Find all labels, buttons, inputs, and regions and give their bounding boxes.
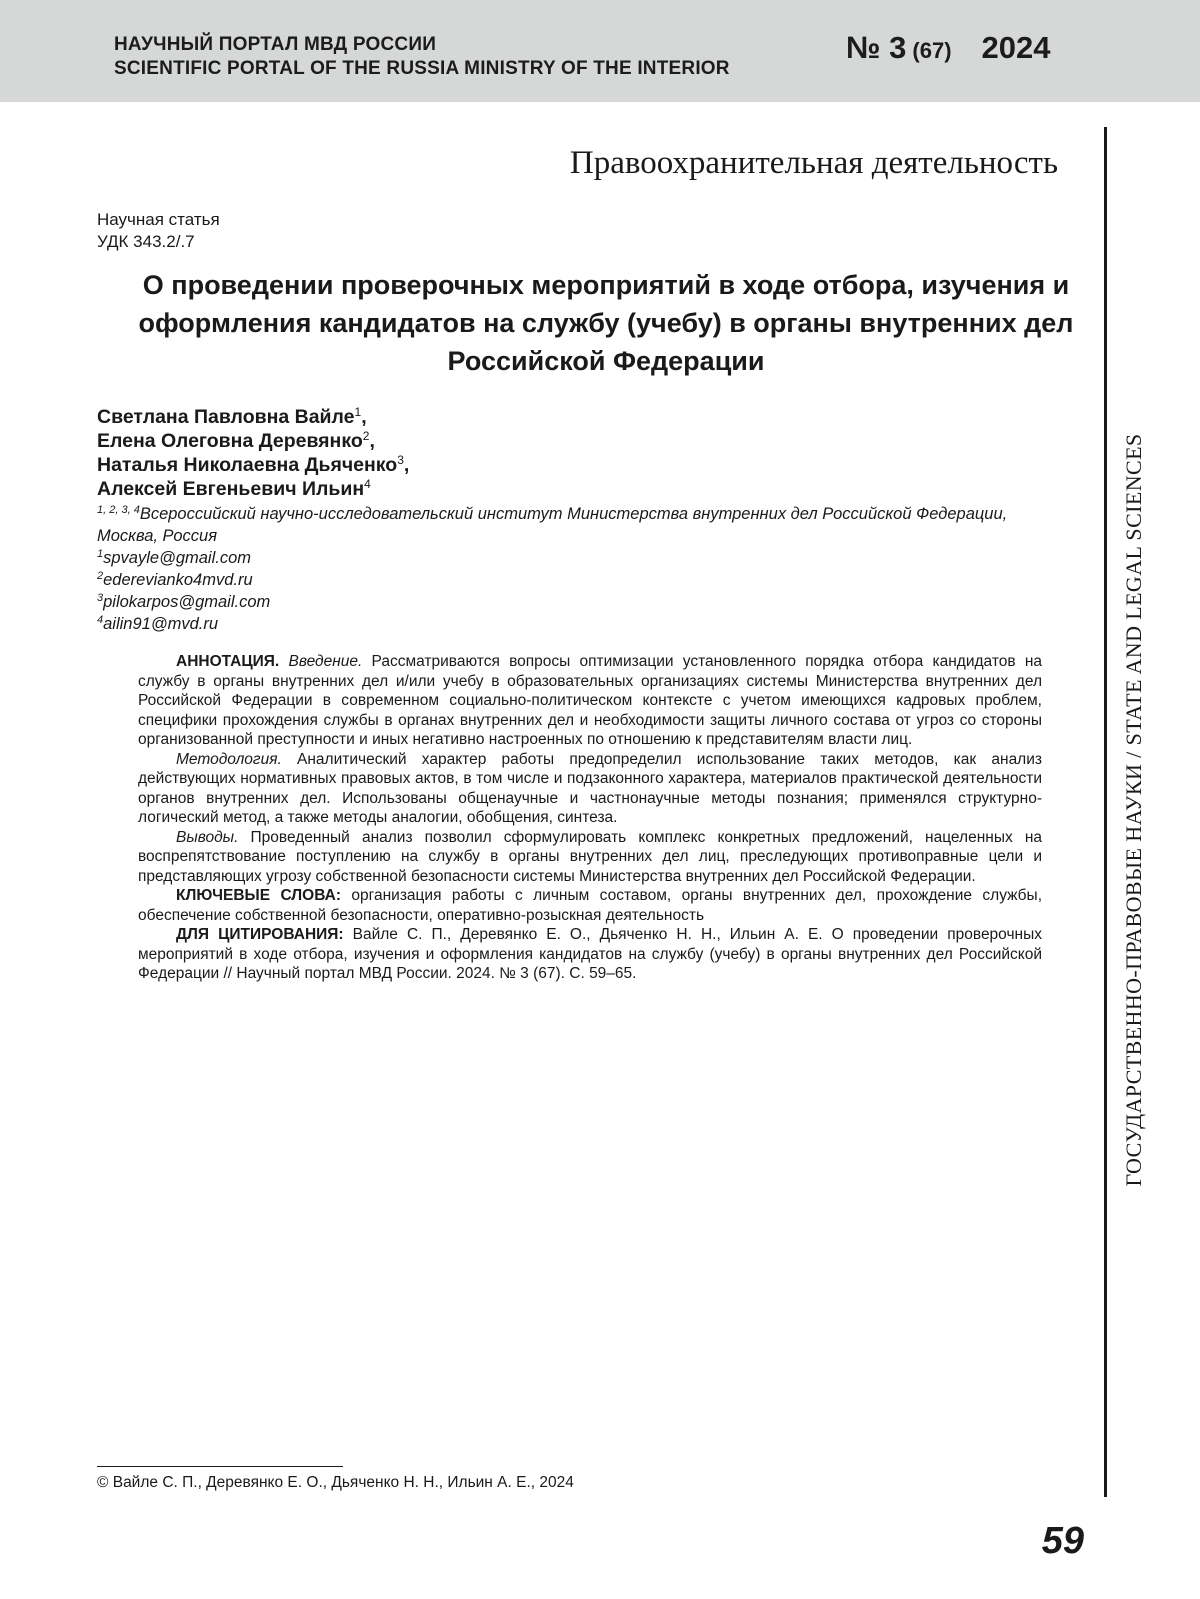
email[interactable]: [97, 547, 1057, 569]
keywords-label: КЛЮЧЕВЫЕ СЛОВА:: [176, 887, 341, 904]
vertical-divider: [1104, 127, 1107, 1497]
author-name: Елена Олеговна Деревянко: [97, 430, 363, 452]
abstract-methodology: [138, 750, 1042, 828]
author-ref: 4: [364, 477, 371, 491]
footnote-divider: [97, 1466, 343, 1467]
methodology-text: Аналитический характер работы предопределил использование таких методов, как анализ действующих нормативных правовых актов, в том числе и подзаконного характера, материалов практической деятельности органов внутренних дел. Использованы общенаучные и частнонаучные методы познания; применялся структурно-логический метод, а также методы аналогии, обобщения, синтеза.: [138, 750, 1042, 826]
author-separator: ,: [403, 454, 410, 476]
author-ref: 1: [354, 405, 362, 419]
keywords: [138, 886, 1042, 925]
email-ref: 2: [97, 570, 104, 582]
citation-label: ДЛЯ ЦИТИРОВАНИЯ:: [176, 926, 344, 943]
results-text: Проведенный анализ позволил сформулировать комплекс конкретных предложений, нацеленных на воспрепятствование поступлению на службу в органы внутренних дел лиц, преследующих противоправные цели и представляющих угрозу собственной безопасности системы Министерства внутренних дел Российской Федерации.: [138, 828, 1043, 885]
journal-name-en: SCIENTIFIC PORTAL OF THE RUSSIA MINISTRY OF THE INTERIOR: [114, 58, 730, 79]
email[interactable]: [97, 591, 1057, 613]
abstract-intro: [138, 652, 1042, 750]
author-separator: ,: [369, 430, 375, 452]
email-address[interactable]: pilokarpos@gmail.com: [103, 593, 271, 611]
udc-code: УДК 343.2/.7: [97, 232, 195, 251]
email-ref: 1: [97, 548, 104, 560]
author: [97, 477, 409, 501]
abstract-label: АННОТАЦИЯ.: [176, 653, 280, 670]
abstract-results: [138, 828, 1042, 887]
citation: [138, 925, 1042, 984]
author-name: Наталья Николаевна Дьяченко: [97, 454, 398, 476]
author-name: Алексей Евгеньевич Ильин: [97, 478, 365, 500]
author: [97, 453, 409, 477]
article-title: О проведении проверочных мероприятий в ходе отбора, изучения и оформления кандидатов на службу (учебу) в органы внутренних дел Российской Федерации: [138, 270, 1074, 376]
citation-text: Вайле С. П., Деревянко Е. О., Дьяченко Н. Н., Ильин А. Е. О проведении проверочных мероприятий в ходе отбора, изучения и оформления кандидатов на службу (учебу) в органы внутренних дел Российской Федерации // Научный портал МВД России. 2024. № 3 (67). С. 59–65.: [138, 926, 1042, 982]
article-type: Научная статья: [97, 210, 220, 229]
copyright-notice: © Вайле С. П., Деревянко Е. О., Дьяченко Н. Н., Ильин А. Е., 2024: [97, 1474, 574, 1491]
keywords-text: организация работы с личным составом, органы внутренних дел, прохождение службы, обеспечение собственной безопасности, оперативно-розыскная деятельность: [138, 887, 1042, 924]
issue-year: 2024: [981, 30, 1051, 65]
intro-text: Рассматриваются вопросы оптимизации установленного порядка отбора кандидатов на службу в органы внутренних дел и/или учебу в образовательных организациях системы Министерства внутренних дел Российской Федерации в современном социально-политическом контексте с учетом имеющихся кадровых проблем, специфики прохождения службы в органах внутренних дел и необходимости защиты личного состава от угроз со стороны организованной преступности и иных негативно настроенных по отношению к представителям власти лиц.: [138, 653, 1043, 748]
author: [97, 429, 409, 453]
author-ref: 3: [397, 453, 404, 467]
email-address[interactable]: ailin91@mvd.ru: [103, 615, 219, 633]
journal-header: [0, 0, 1200, 102]
email-address[interactable]: ederevianko4mvd.ru: [103, 571, 253, 589]
affiliation-block: [97, 503, 1057, 635]
section-title: Правоохранительная деятельность: [569, 145, 1058, 181]
author-name: Светлана Павловна Вайле: [97, 406, 355, 428]
results-label: Выводы.: [176, 828, 239, 846]
page-number: 59: [1041, 1520, 1084, 1562]
email-address[interactable]: spvayle@gmail.com: [103, 549, 252, 567]
affiliation-text: Всероссийский научно-исследовательский институт Министерства внутренних дел Российской Федерации, Москва, Россия: [97, 505, 1008, 545]
email-ref: 3: [97, 592, 104, 604]
issue-number: № 3: [846, 30, 907, 65]
email[interactable]: [97, 613, 1057, 635]
abstract-block: [138, 652, 1042, 984]
methodology-label: Методология.: [176, 750, 282, 768]
author-separator: ,: [361, 406, 367, 428]
intro-label: Введение.: [288, 653, 363, 670]
author-list: [97, 405, 409, 501]
author: [97, 405, 409, 429]
issue-total: (67): [912, 38, 952, 63]
journal-name-ru: НАУЧНЫЙ ПОРТАЛ МВД РОССИИ: [114, 34, 437, 55]
email-ref: 4: [97, 614, 104, 626]
author-ref: 2: [362, 429, 370, 443]
email[interactable]: [97, 569, 1057, 591]
affiliation-refs: 1, 2, 3, 4: [97, 504, 140, 516]
rubric-sidebar: ГОСУДАРСТВЕННО-ПРАВОВЫЕ НАУКИ / STATE AND LEGAL SCIENCES: [1121, 433, 1146, 1187]
affiliation: [97, 503, 1057, 547]
issue-info: [846, 30, 1051, 66]
